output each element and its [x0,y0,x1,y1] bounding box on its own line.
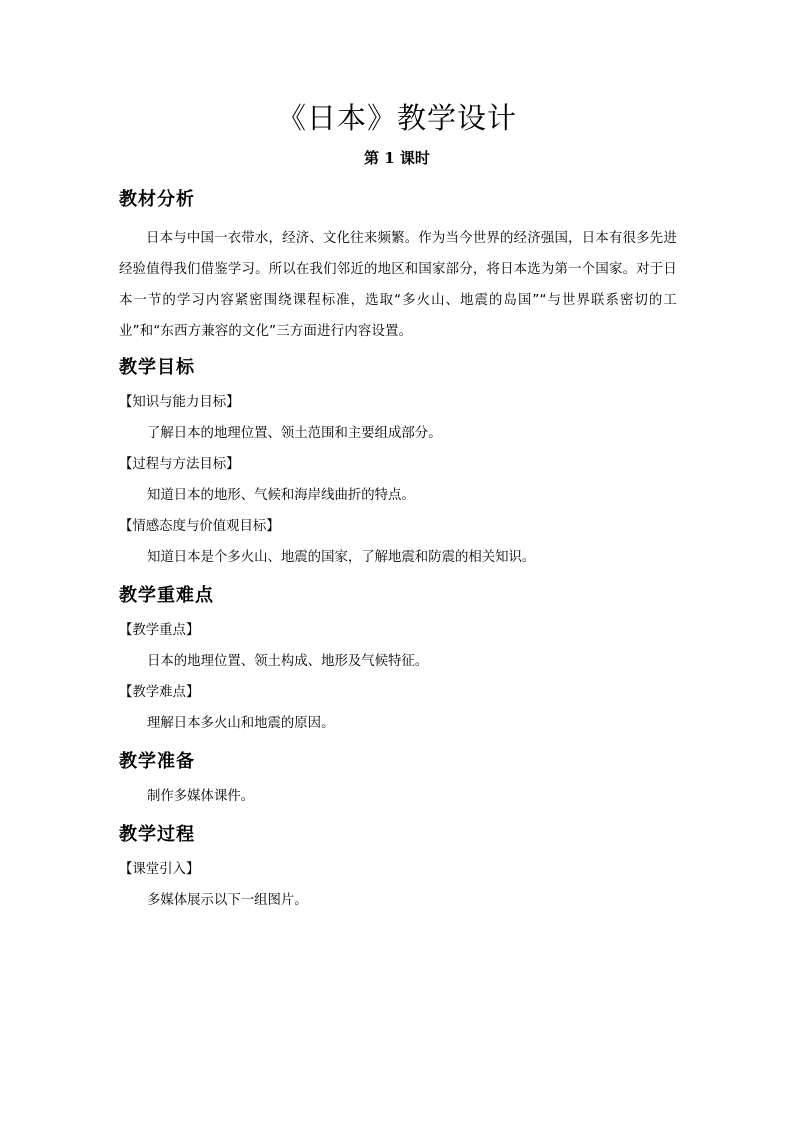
class-intro-text: 多媒体展示以下一组图片。 [147,893,308,908]
process-objective-text: 知道日本的地形、气候和海岸线曲折的特点。 [147,488,415,503]
process-objective-label: 【过程与方法目标】 [119,457,240,472]
preparation-text: 制作多媒体课件。 [147,789,255,804]
knowledge-objective-text: 了解日本的地理位置、领土范围和主要组成部分。 [147,426,442,441]
section-heading-process: 教学过程 [119,824,195,845]
section-heading-key-points: 教学重难点 [119,585,214,606]
knowledge-objective-label: 【知识与能力目标】 [119,395,240,410]
teaching-focus-label: 【教学重点】 [119,623,200,638]
emotion-objective-label: 【情感态度与价值观目标】 [119,519,280,534]
class-intro-label: 【课堂引入】 [119,862,200,877]
teaching-difficulty-text: 理解日本多火山和地震的原因。 [147,716,335,731]
teaching-focus-text: 日本的地理位置、领土构成、地形及气候特征。 [147,654,429,669]
teaching-difficulty-label: 【教学难点】 [119,685,200,700]
analysis-paragraph: 日本与中国一衣带水，经济、文化往来频繁。作为当今世界的经济强国，日本有很多先进经验值得我们借鉴学习。所以在我们邻近的地区和国家部分，将日本选为第一个国家。对于日本一节的学习内容紧密围绕课程标准，选取“多火山、地震的岛国”“与世界联系密切的工业”和“东西方兼容的文化”三方面进行内容设置。 [119,231,677,339]
lesson-period: 第 1 课时 [364,149,430,167]
section-heading-preparation: 教学准备 [119,751,195,772]
section-heading-analysis: 教材分析 [119,189,195,210]
document-title: 《日本》教学设计 [276,101,517,135]
section-heading-objectives: 教学目标 [119,357,195,378]
emotion-objective-text: 知道日本是个多火山、地震的国家，了解地震和防震的相关知识。 [147,550,536,565]
